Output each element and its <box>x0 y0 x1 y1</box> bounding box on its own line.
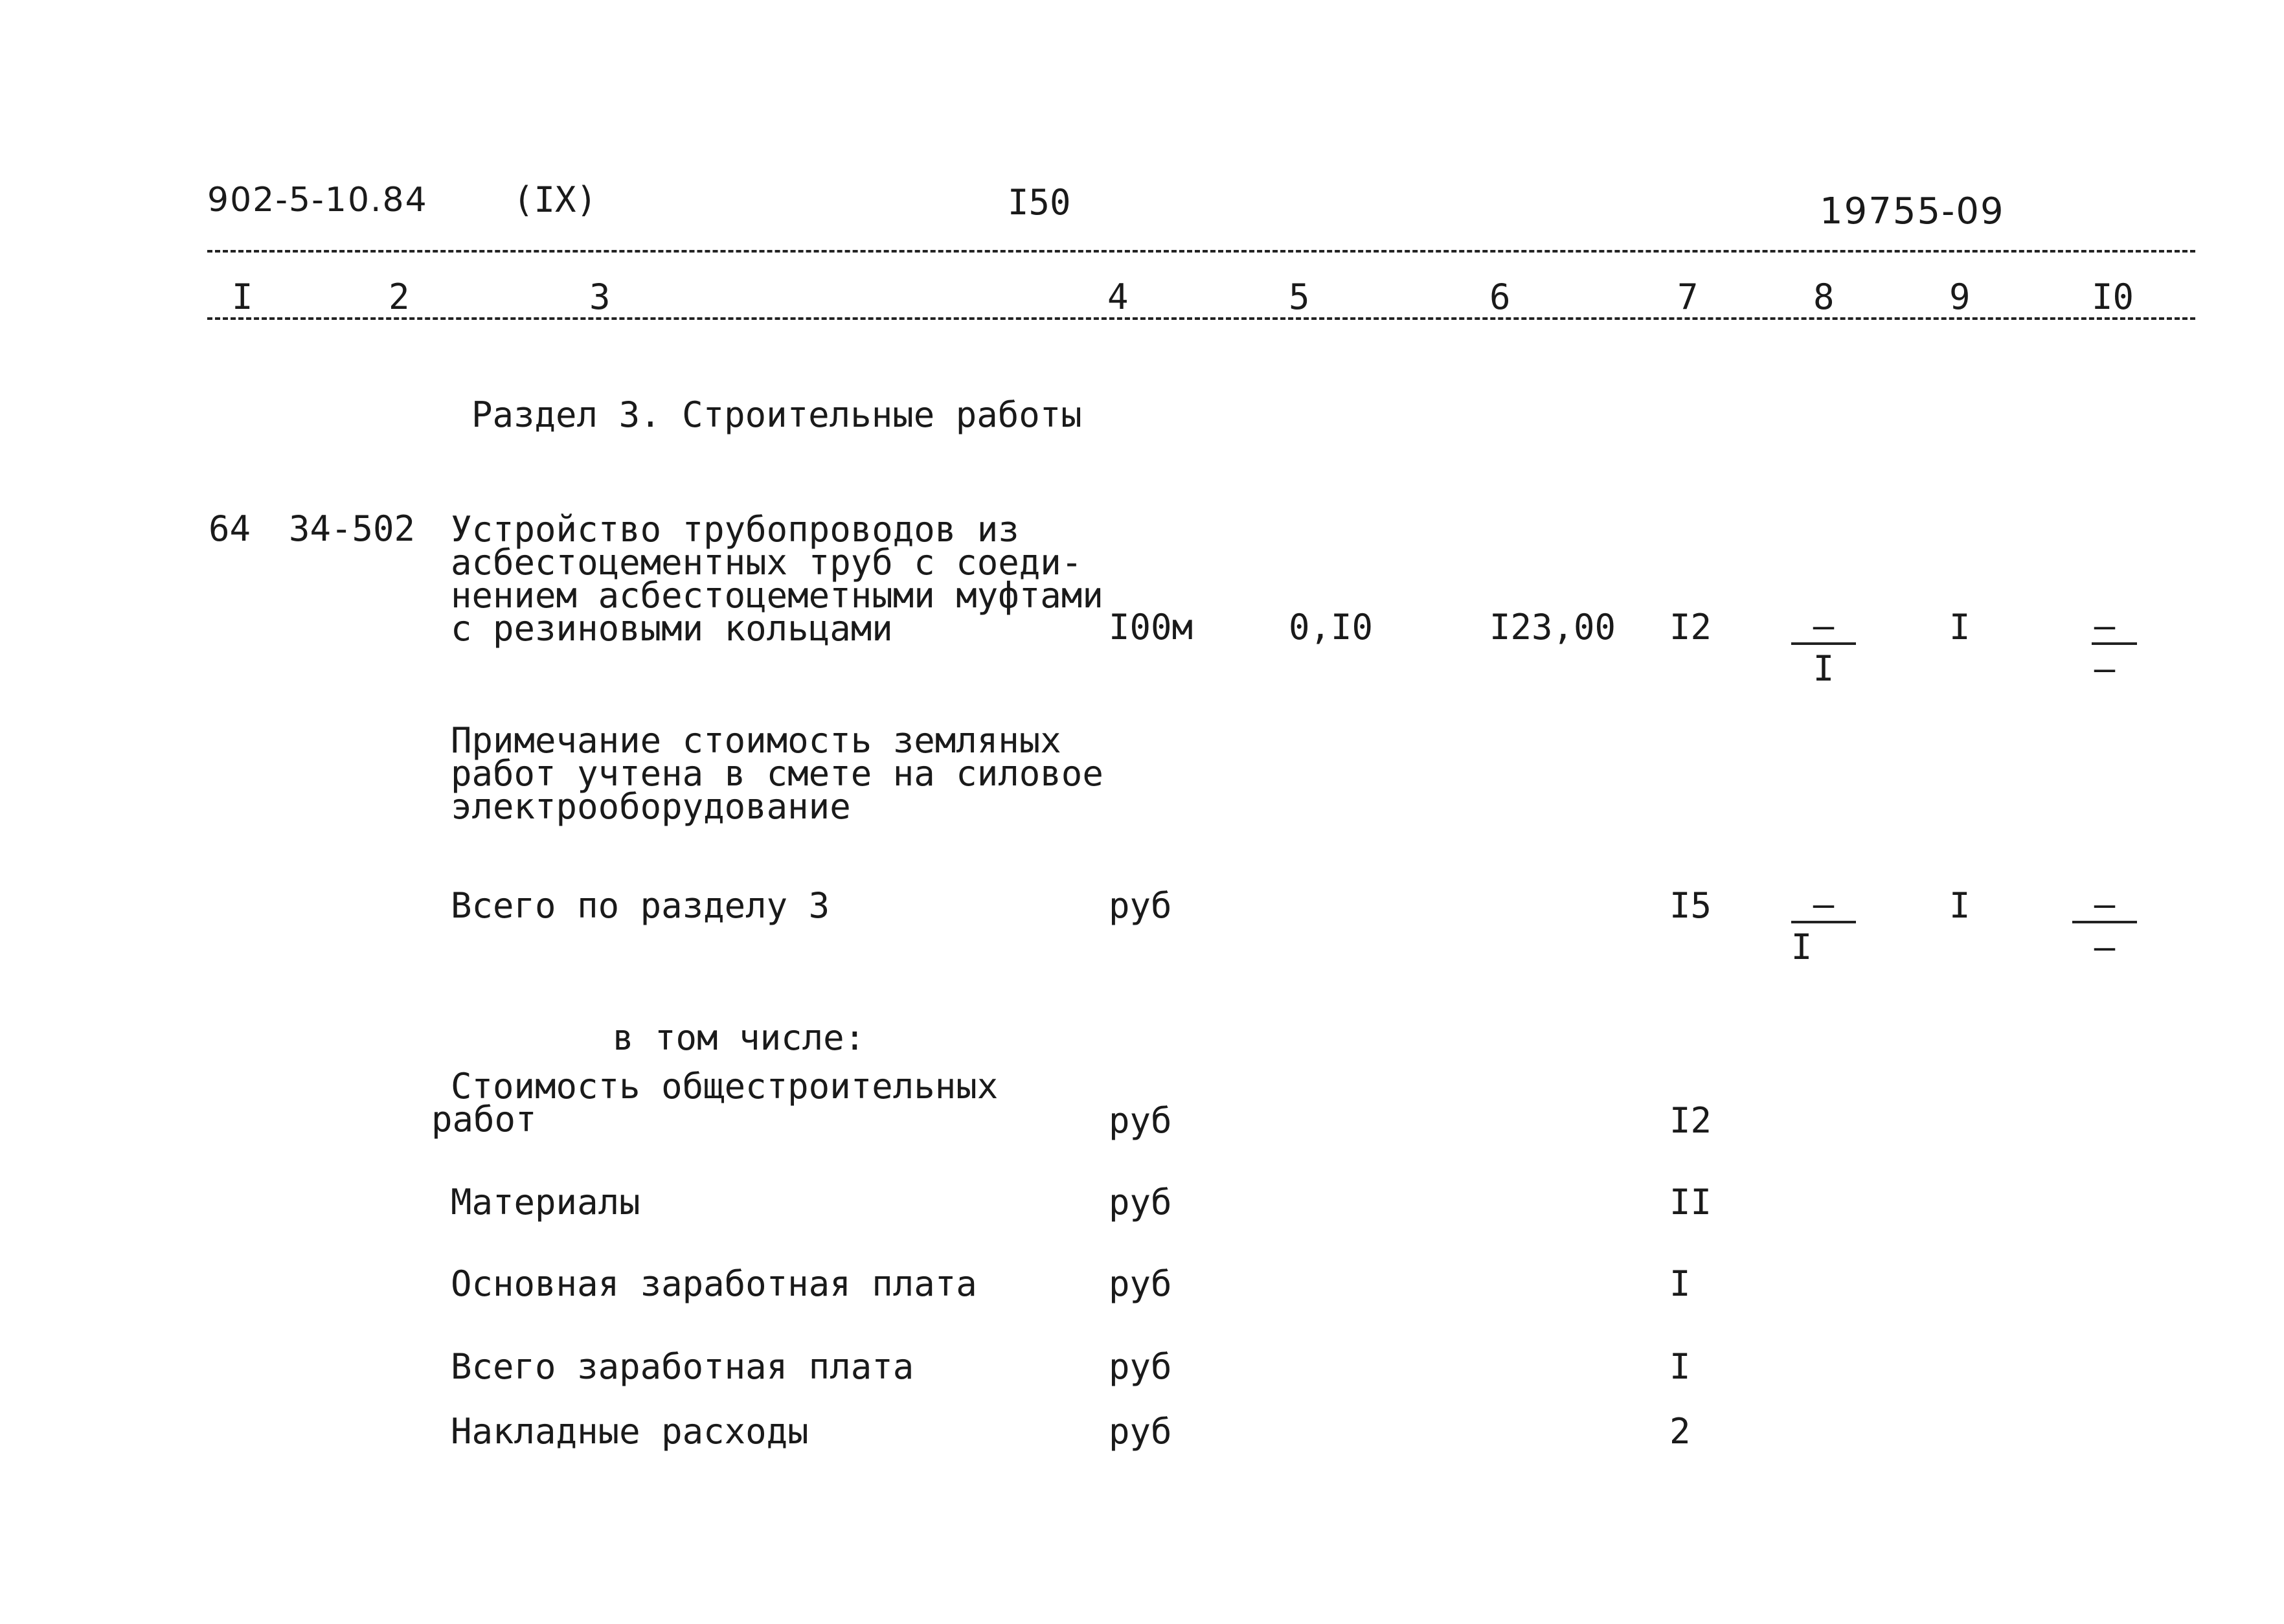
item-col8-fraction <box>1791 602 1856 699</box>
breakdown-unit: руб <box>1109 1411 1172 1452</box>
breakdown-label: Стоимость общестроительных работ <box>431 1066 999 1140</box>
breakdown-unit: руб <box>1109 1182 1172 1223</box>
header-rule-bottom <box>207 317 2195 320</box>
section-mark: (IX) <box>513 179 598 220</box>
column-number-4: 4 <box>1107 276 1129 317</box>
breakdown-value: I <box>1669 1346 1691 1387</box>
doc-code: 902-5-10.84 <box>207 181 428 220</box>
breakdown-label: Материалы <box>451 1182 640 1223</box>
item-description: Устройство трубопроводов из асбестоцементных труб с соеди- нением асбестоцеметными муфтами с резиновыми кольцами <box>451 509 1103 649</box>
item-col10-fraction <box>2072 602 2137 699</box>
breakdown-label: Всего заработная плата <box>451 1346 914 1387</box>
column-number-10: I0 <box>2092 276 2134 317</box>
item-number: 64 <box>209 508 251 549</box>
column-number-8: 8 <box>1813 276 1835 317</box>
column-number-1: I <box>232 276 253 317</box>
archive-number: 19755-09 <box>1820 190 2005 232</box>
including-label: в том числе: <box>613 1017 866 1058</box>
total-col8-top: – <box>1813 884 1835 925</box>
item-col10-bottom: – <box>2094 648 2116 689</box>
fraction-bar <box>1791 642 1856 645</box>
fraction-bar <box>2072 921 2137 923</box>
breakdown-unit: руб <box>1109 1346 1172 1387</box>
item-unit: I00м <box>1109 607 1193 648</box>
fraction-bar <box>2092 642 2137 645</box>
note-text: Примечание стоимость земляных работ учтена в смете на силовое электрооборудование <box>451 720 1103 827</box>
total-col9: I <box>1949 885 1971 926</box>
item-code: 34-502 <box>289 508 416 549</box>
total-col10-fraction <box>2072 881 2137 978</box>
total-col8-fraction <box>1791 881 1856 978</box>
item-price: I23,00 <box>1489 607 1616 648</box>
column-number-2: 2 <box>389 276 410 317</box>
breakdown-label: Накладные расходы <box>451 1411 809 1452</box>
breakdown-value: II <box>1669 1182 1712 1223</box>
total-col10-top: – <box>2094 884 2116 925</box>
item-col10-top: – <box>2094 605 2116 646</box>
total-col8-bottom: I <box>1791 927 1813 967</box>
breakdown-unit: руб <box>1109 1263 1172 1304</box>
breakdown-unit: руб <box>1109 1100 1172 1141</box>
item-quantity: 0,I0 <box>1289 607 1374 648</box>
item-col8-bottom: I <box>1813 648 1835 689</box>
header-rule-top <box>207 250 2195 253</box>
page-number: I50 <box>1008 182 1071 223</box>
breakdown-label: Основная заработная плата <box>451 1263 977 1304</box>
column-number-6: 6 <box>1489 276 1511 317</box>
total-col7: I5 <box>1669 885 1712 926</box>
total-label: Всего по разделу 3 <box>451 885 830 926</box>
breakdown-value: I2 <box>1669 1100 1712 1141</box>
item-col7: I2 <box>1669 607 1712 648</box>
breakdown-value: I <box>1669 1263 1691 1304</box>
section-title: Раздел 3. Строительные работы <box>471 394 1082 435</box>
item-col9: I <box>1949 607 1971 648</box>
item-col8-top: – <box>1813 605 1835 646</box>
column-number-5: 5 <box>1289 276 1310 317</box>
fraction-bar <box>1791 921 1856 923</box>
column-number-9: 9 <box>1949 276 1971 317</box>
column-number-7: 7 <box>1677 276 1699 317</box>
total-unit: руб <box>1109 885 1172 926</box>
total-col10-bottom: – <box>2094 927 2116 967</box>
column-number-3: 3 <box>589 276 611 317</box>
breakdown-value: 2 <box>1669 1411 1691 1452</box>
